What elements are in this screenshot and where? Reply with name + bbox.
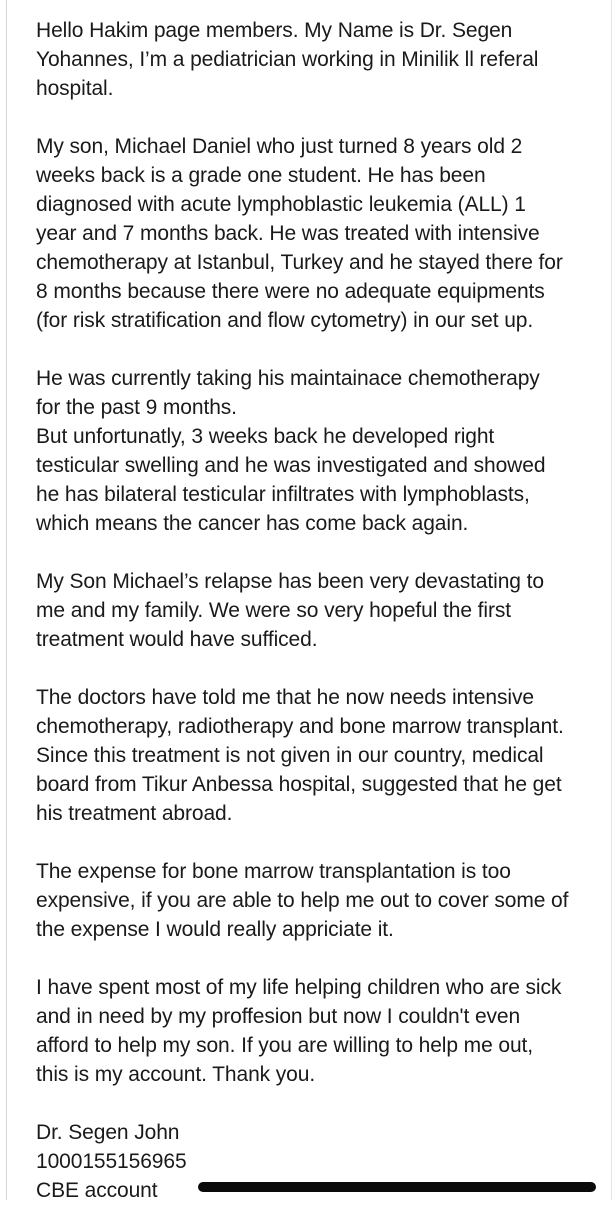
post-body: [36, 16, 608, 1205]
post-paragraph-relapse: He was currently taking his maintainace chemotherapy for the past 9 months. But unfortunatly, 3 weeks back he developed right testicular swelling and he was investigated and showed he has bilateral testicular infiltrates with lymphoblasts, which means the cancer has come back again.: [36, 367, 546, 535]
post-paragraph-expense: The expense for bone marrow transplantation is too expensive, if you are able to help me out to cover some of the expense I would really appriciate it.: [36, 860, 569, 941]
redaction-bar: [198, 1182, 596, 1192]
post-paragraph-greeting: Hello Hakim page members. My Name is Dr. Segen Yohannes, I’m a pediatrician working in Minilik ll referal hospital.: [36, 19, 539, 100]
right-border: [611, 0, 612, 1200]
left-border: [6, 0, 7, 1200]
post-paragraph-impact: My Son Michael’s relapse has been very devastating to me and my family. We were so very hopeful the first treatment would have sufficed.: [36, 570, 544, 651]
post-paragraph-diagnosis: My son, Michael Daniel who just turned 8 years old 2 weeks back is a grade one student. He has been diagnosed with acute lymphoblastic leukemia (ALL) 1 year and 7 months back. He was treated with intensive chemotherapy at Istanbul, Turkey and he stayed there for 8 months because there were no adequate equipments (for risk stratification and flow cytometry) in our set up.: [36, 135, 563, 332]
post-paragraph-treatment: The doctors have told me that he now needs intensive chemotherapy, radiotherapy and bone marrow transplant. Since this treatment is not given in our country, medical board from Tikur Anbessa hospital, suggested that he get his treatment abroad.: [36, 686, 564, 825]
account-number: 1000155156965: [36, 1150, 187, 1173]
signature-name: Dr. Segen John: [36, 1121, 180, 1144]
bank-name: CBE account: [36, 1179, 158, 1202]
post-paragraph-appeal: I have spent most of my life helping children who are sick and in need by my proffesion but now I couldn't even afford to help my son. If you are willing to help me out, this is my account. Thank you.: [36, 976, 562, 1086]
